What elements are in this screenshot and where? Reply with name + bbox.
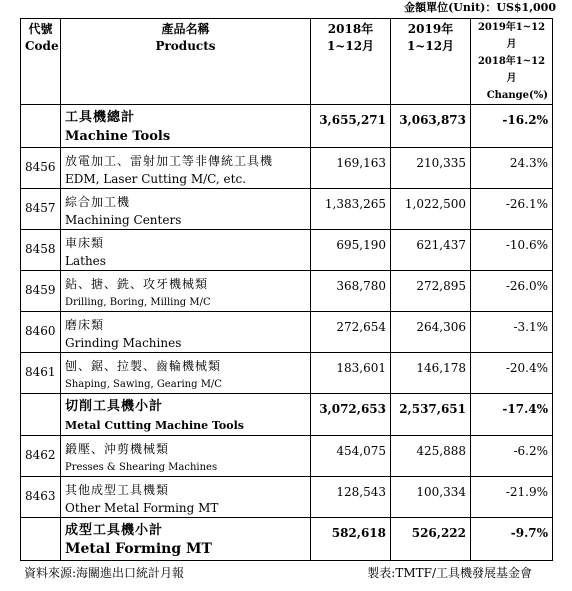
row-code: 8457 <box>21 189 61 230</box>
row-2019-value: 210,335 <box>391 148 471 189</box>
row-product <box>61 189 311 230</box>
row-change: -6.2% <box>471 436 553 477</box>
row-product-zh: 放電加工、雷射加工等非傳統工具機 <box>65 154 274 168</box>
row-2018-value: 169,163 <box>311 148 391 189</box>
header-code-zh: 代號 <box>28 22 53 36</box>
table-row <box>21 312 553 353</box>
row-change: -17.4% <box>471 394 553 436</box>
row-code: 8460 <box>21 312 61 353</box>
row-code: 8458 <box>21 230 61 271</box>
header-product <box>61 19 311 105</box>
row-product-en: Machine Tools <box>65 129 171 144</box>
table-row <box>21 230 553 271</box>
row-change: -3.1% <box>471 312 553 353</box>
header-code-en: Code <box>25 39 59 53</box>
header-change <box>471 19 553 105</box>
row-change: -26.0% <box>471 271 553 312</box>
row-2019-value: 100,334 <box>391 477 471 518</box>
row-2019-value: 146,178 <box>391 353 471 394</box>
row-code: 8459 <box>21 271 61 312</box>
table-row <box>21 105 553 148</box>
table-row <box>21 518 553 561</box>
row-code: 8462 <box>21 436 61 477</box>
row-code <box>21 518 61 561</box>
header-row <box>21 19 553 105</box>
row-code: 8461 <box>21 353 61 394</box>
row-product-en: Machining Centers <box>65 213 182 227</box>
row-product <box>61 148 311 189</box>
row-product-en: Shaping, Sawing, Gearing M/C <box>65 379 222 390</box>
row-code <box>21 105 61 148</box>
source-note: 資料來源:海關進出口統計月報 <box>24 566 185 580</box>
row-product-zh: 切削工具機小計 <box>65 399 164 414</box>
table-row <box>21 189 553 230</box>
header-2018-year: 2018年 <box>327 22 374 36</box>
row-product <box>61 105 311 148</box>
header-code <box>21 19 61 105</box>
row-product-zh: 鍛壓、沖剪機械類 <box>65 442 170 456</box>
header-2018 <box>311 19 391 105</box>
header-product-en: Products <box>155 39 216 53</box>
row-change: -10.6% <box>471 230 553 271</box>
row-product <box>61 518 311 561</box>
row-product-zh: 磨床類 <box>65 318 105 332</box>
row-code: 8463 <box>21 477 61 518</box>
row-product <box>61 230 311 271</box>
table-row <box>21 271 553 312</box>
row-product-en: Other Metal Forming MT <box>65 501 219 515</box>
row-product-zh: 其他成型工具機類 <box>65 483 170 497</box>
row-change: -9.7% <box>471 518 553 561</box>
footer <box>20 564 552 582</box>
row-change: 24.3% <box>471 148 553 189</box>
header-2019-year: 2019年 <box>407 22 454 36</box>
header-2018-period: 1~12月 <box>326 39 375 53</box>
row-2019-value: 272,895 <box>391 271 471 312</box>
row-code <box>21 394 61 436</box>
header-product-zh: 產品名稱 <box>161 22 210 36</box>
row-code: 8456 <box>21 148 61 189</box>
row-product-en: EDM, Laser Cutting M/C, etc. <box>65 172 247 186</box>
row-product <box>61 353 311 394</box>
table-row <box>21 436 553 477</box>
table-row <box>21 148 553 189</box>
row-2018-value: 1,383,265 <box>311 189 391 230</box>
unit-note: 金額單位(Unit)：US$1,000 <box>404 1 556 14</box>
table-row <box>21 477 553 518</box>
row-2018-value: 454,075 <box>311 436 391 477</box>
row-product-en: Presses & Shearing Machines <box>65 462 218 473</box>
row-2019-value: 621,437 <box>391 230 471 271</box>
row-2019-value: 3,063,873 <box>391 105 471 148</box>
row-2018-value: 272,654 <box>311 312 391 353</box>
row-2019-value: 526,222 <box>391 518 471 561</box>
header-2019-period: 1~12月 <box>406 39 455 53</box>
table-row <box>21 394 553 436</box>
header-change-line1: 2019年1~12月 <box>477 22 546 50</box>
row-product-en: Metal Forming MT <box>65 541 212 557</box>
row-product-zh: 綜合加工機 <box>65 195 131 209</box>
row-change: -26.1% <box>471 189 553 230</box>
row-product-en: Lathes <box>65 254 106 268</box>
row-change: -21.9% <box>471 477 553 518</box>
made-by-note: 製表:TMTF/工具機發展基金會 <box>367 566 532 580</box>
row-product-en: Drilling, Boring, Milling M/C <box>65 297 211 308</box>
row-product-en: Metal Cutting Machine Tools <box>65 419 244 432</box>
row-2018-value: 582,618 <box>311 518 391 561</box>
header-change-line3: Change(%) <box>486 90 548 101</box>
header-change-line2: 2018年1~12月 <box>477 56 546 84</box>
row-product-zh: 工具機總計 <box>65 110 136 125</box>
table-row <box>21 353 553 394</box>
row-2018-value: 695,190 <box>311 230 391 271</box>
row-product <box>61 477 311 518</box>
row-change: -20.4% <box>471 353 553 394</box>
row-2018-value: 183,601 <box>311 353 391 394</box>
row-2018-value: 3,072,653 <box>311 394 391 436</box>
row-product <box>61 312 311 353</box>
row-2019-value: 264,306 <box>391 312 471 353</box>
row-product-zh: 車床類 <box>65 236 105 250</box>
row-2019-value: 425,888 <box>391 436 471 477</box>
row-2019-value: 1,022,500 <box>391 189 471 230</box>
header-2019 <box>391 19 471 105</box>
row-2018-value: 3,655,271 <box>311 105 391 148</box>
machine-tools-table <box>20 18 553 561</box>
row-product <box>61 271 311 312</box>
row-product-zh: 刨、鋸、拉製、齒輪機械類 <box>65 359 222 373</box>
row-2018-value: 368,780 <box>311 271 391 312</box>
row-product-zh: 成型工具機小計 <box>65 523 164 538</box>
row-change: -16.2% <box>471 105 553 148</box>
row-2018-value: 128,543 <box>311 477 391 518</box>
row-2019-value: 2,537,651 <box>391 394 471 436</box>
row-product-zh: 鉆、搪、銑、攻牙機械類 <box>65 277 209 291</box>
row-product <box>61 394 311 436</box>
row-product-en: Grinding Machines <box>65 336 182 350</box>
row-product <box>61 436 311 477</box>
